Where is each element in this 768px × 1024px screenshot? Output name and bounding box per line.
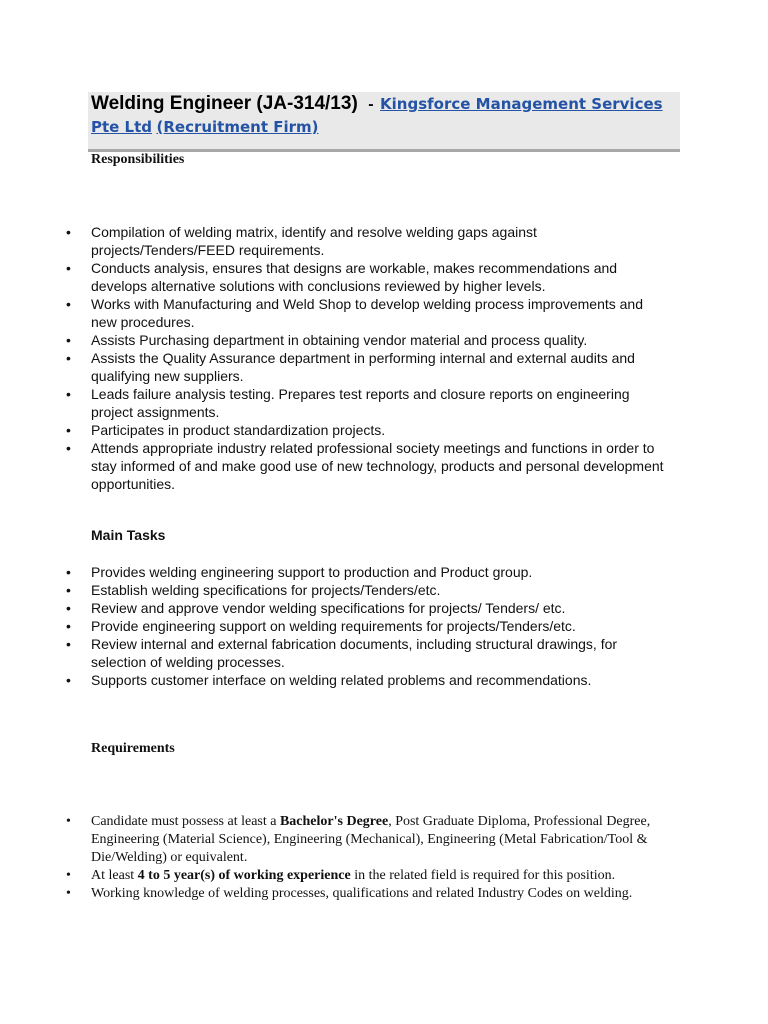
job-title: Welding Engineer (JA-314/13)	[91, 93, 358, 114]
requirement-text: Candidate must possess at least a	[91, 814, 280, 829]
list-item: • Supports customer interface on welding related problems and recommendations.	[0, 671, 700, 689]
main-tasks-list	[0, 563, 700, 689]
job-header	[88, 92, 680, 152]
list-item: • Participates in product standardization projects.	[0, 421, 700, 439]
requirement-experience: 4 to 5 year(s) of working experience	[137, 868, 351, 883]
list-item: • Review internal and external fabrication documents, including structural drawings, for selection of welding processes.	[0, 635, 700, 671]
title-separator: -	[368, 96, 374, 113]
main-tasks-heading: Main Tasks	[91, 527, 166, 543]
recruitment-firm-link[interactable]: (Recruitment Firm)	[156, 118, 319, 136]
list-item: • Review and approve vendor welding specifications for projects/ Tenders/ etc.	[0, 599, 700, 617]
responsibilities-list	[0, 223, 700, 493]
list-item	[0, 813, 700, 867]
list-item: • Assists Purchasing department in obtaining vendor material and process quality.	[0, 331, 700, 349]
job-header-text	[91, 93, 679, 139]
list-item: • Conducts analysis, ensures that designs are workable, makes recommendations and develops alternative solutions with conclusions reviewed by higher levels.	[0, 259, 700, 295]
list-item: • Provides welding engineering support to production and Product group.	[0, 563, 700, 581]
requirement-text: in the related field is required for this position.	[350, 868, 616, 883]
list-item: • Provide engineering support on welding requirements for projects/Tenders/etc.	[0, 617, 700, 635]
list-item: • Assists the Quality Assurance department in performing internal and external audits and qualifying new suppliers.	[0, 349, 700, 385]
requirement-degree: Bachelor's Degree	[279, 814, 389, 829]
list-item: • Working knowledge of welding processes, qualifications and related Industry Codes on welding.	[0, 885, 700, 903]
responsibilities-heading: Responsibilities	[91, 152, 185, 167]
list-item: • Attends appropriate industry related professional society meetings and functions in order to stay informed of and make good use of new technology, products and personal development opportunities.	[0, 439, 700, 493]
requirements-list	[0, 813, 700, 903]
list-item	[0, 867, 700, 885]
requirement-text: , Post Graduate Diploma, Professional Degree, Engineering (Material Science), Engineering (Mechanical), Engineering (Metal Fabrication/Tool & Die/Welding) or equivalent.	[91, 814, 651, 865]
list-item: • Works with Manufacturing and Weld Shop to develop welding process improvements and new procedures.	[0, 295, 700, 331]
list-item: • Establish welding specifications for projects/Tenders/etc.	[0, 581, 700, 599]
list-item: • Compilation of welding matrix, identify and resolve welding gaps against projects/Tenders/FEED requirements.	[0, 223, 700, 259]
company-link[interactable]: Kingsforce Management Services Pte Ltd	[91, 95, 663, 136]
list-item: • Leads failure analysis testing. Prepares test reports and closure reports on engineering project assignments.	[0, 385, 700, 421]
requirement-text: At least	[91, 868, 138, 883]
requirements-heading: Requirements	[91, 741, 175, 756]
